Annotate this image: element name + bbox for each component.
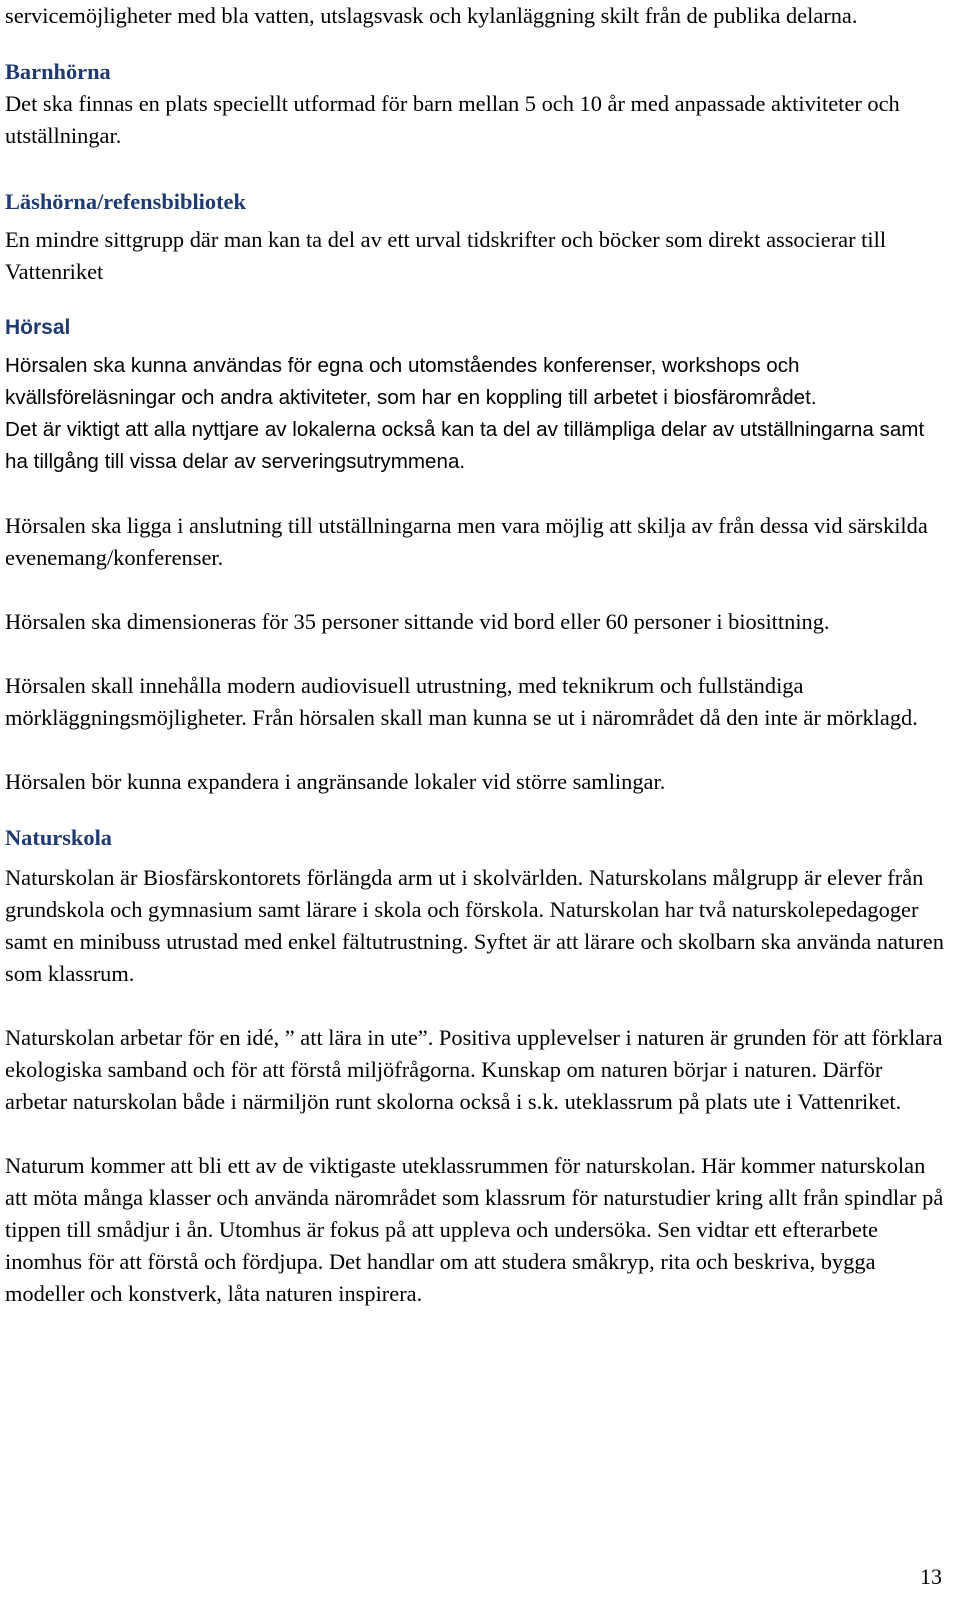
horsal-paragraph-3: Hörsalen ska ligga i anslutning till utställningarna men vara möjlig att skilja av från dessa vid särskilda evenemang/konferenser.: [5, 513, 928, 570]
intro-paragraph: servicemöjligheter med bla vatten, utslagsvask och kylanläggning skilt från de publika delarna.: [5, 3, 858, 28]
horsal-paragraph-4: Hörsalen ska dimensioneras för 35 personer sittande vid bord eller 60 personer i biosittning.: [5, 609, 830, 634]
naturskola-paragraph-2: Naturskolan arbetar för en idé, ” att lära in ute”. Positiva upplevelser i naturen är grunden för att förklara ekologiska samband och för att förstå miljöfrågorna. Kunskap om naturen börjar i naturen. Därför arbetar naturskolan både i närmiljön runt skolorna också i s.k. uteklassrum på plats ute i Vattenriket.: [5, 1025, 943, 1114]
page-content: [5, 0, 950, 1310]
horsal-paragraph-2: Det är viktigt att alla nyttjare av lokalerna också kan ta del av tillämpliga delar av utställningarna samt ha tillgång till vissa delar av serveringsutrymmena.: [5, 418, 925, 473]
heading-lashorna: Läshörna/refensbibliotek: [5, 189, 246, 214]
page-number: 13: [920, 1564, 942, 1589]
heading-horsal: Hörsal: [5, 316, 71, 339]
naturskola-paragraph-1: Naturskolan är Biosfärskontorets förlängda arm ut i skolvärlden. Naturskolans målgrupp är elever från grundskola och gymnasium samt lärare i skola och förskola. Naturskolan har två naturskolepedagoger samt en minibuss utrustad med enkel fältutrustning. Syftet är att lärare och skolbarn ska använda naturen som klassrum.: [5, 865, 944, 986]
naturskola-paragraph-3: Naturum kommer att bli ett av de viktigaste uteklassrummen för naturskolan. Här kommer naturskolan att möta många klasser och använda närområdet som klassrum för naturstudier kring allt från spindlar på tippen till smådjur i ån. Utomhus är fokus på att uppleva och undersöka. Sen vidtar ett efterarbete inomhus för att förstå och fördjupa. Det handlar om att studera småkryp, rita och beskriva, bygga modeller och konstverk, låta naturen inspirera.: [5, 1153, 944, 1306]
heading-naturskola: Naturskola: [5, 825, 112, 850]
horsal-paragraph-1: Hörsalen ska kunna användas för egna och utomståendes konferenser, workshops och kvällsföreläsningar och andra aktiviteter, som har en koppling till arbetet i biosfärområdet.: [5, 354, 817, 409]
horsal-paragraph-5: Hörsalen skall innehålla modern audiovisuell utrustning, med teknikrum och fullständiga mörkläggningsmöjligheter. Från hörsalen skall man kunna se ut i närområdet då den inte är mörklagd.: [5, 673, 918, 730]
horsal-paragraph-6: Hörsalen bör kunna expandera i angränsande lokaler vid större samlingar.: [5, 769, 666, 794]
barnhorna-paragraph: Det ska finnas en plats speciellt utformad för barn mellan 5 och 10 år med anpassade aktiviteter och utställningar.: [5, 91, 900, 148]
lashorna-paragraph: En mindre sittgrupp där man kan ta del av ett urval tidskrifter och böcker som direkt associerar till Vattenriket: [5, 227, 887, 284]
heading-barnhorna: Barnhörna: [5, 59, 111, 84]
